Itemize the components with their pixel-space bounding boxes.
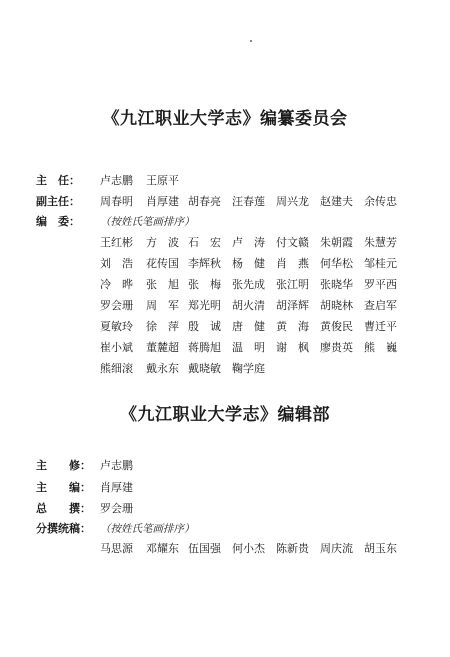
member-name: 黄俊民 <box>320 320 353 333</box>
member-name: 张江明 <box>276 278 309 291</box>
deputy-name: 胡春亮 <box>188 195 221 208</box>
member-name: 罗平西 <box>364 278 397 291</box>
members-sort-note: （按姓氏笔画排序） <box>100 216 195 228</box>
contributor-name: 陈新贵 <box>276 542 309 555</box>
member-name: 张先成 <box>232 278 265 291</box>
member-name: 熊 巍 <box>364 341 397 354</box>
member-name: 熊细滚 <box>100 362 133 375</box>
editorial-label-contributors: 分撰统稿： <box>36 522 91 535</box>
member-name: 张 旭 <box>146 278 179 291</box>
scan-mark <box>250 40 252 42</box>
member-name: 胡火清 <box>232 299 265 312</box>
board-label-members: 编 委： <box>36 215 80 228</box>
member-name: 张晓华 <box>320 278 353 291</box>
contributor-name: 伍国强 <box>188 542 221 555</box>
member-name: 廖贵英 <box>320 341 353 354</box>
member-name: 邹桂元 <box>364 257 397 270</box>
member-name: 王红彬 <box>100 236 133 249</box>
deputy-name: 周兴龙 <box>276 195 309 208</box>
member-name: 曹迁平 <box>364 320 397 333</box>
member-name: 殷 诚 <box>188 320 221 333</box>
director-name-1: 卢志鹏 <box>100 174 133 187</box>
contributor-name: 邓耀东 <box>146 542 179 555</box>
member-name: 朱朝霞 <box>320 236 353 249</box>
member-name: 谢 枫 <box>276 341 309 354</box>
deputy-name: 周春明 <box>100 195 133 208</box>
member-name: 肖 燕 <box>276 257 309 270</box>
deputy-name: 余传忠 <box>364 195 397 208</box>
member-name: 罗会珊 <box>100 299 133 312</box>
contributor-name: 何小杰 <box>232 542 265 555</box>
editorial-label-chief: 主 修： <box>36 459 91 472</box>
member-name: 胡晓林 <box>320 299 353 312</box>
contributors-sort-note: （按姓氏笔画排序） <box>100 523 195 535</box>
member-name: 张 梅 <box>188 278 221 291</box>
member-name: 唐 健 <box>232 320 265 333</box>
deputy-name: 汪春莲 <box>232 195 265 208</box>
member-name: 花传国 <box>146 257 179 270</box>
board-label-director: 主 任： <box>36 174 80 187</box>
contributor-name: 胡玉东 <box>364 542 397 555</box>
editorial-label-writer: 总 撰： <box>36 502 91 515</box>
member-name: 戴晓敏 <box>188 362 221 375</box>
member-name: 夏敏玲 <box>100 320 133 333</box>
member-name: 鞠学庭 <box>232 362 265 375</box>
member-name: 黄 海 <box>276 320 309 333</box>
member-name: 何华松 <box>320 257 353 270</box>
board-label-deputy: 副主任： <box>36 195 80 208</box>
editorial-label-editor: 主 编： <box>36 481 91 494</box>
member-name: 郑光明 <box>188 299 221 312</box>
member-name: 付文赣 <box>276 236 309 249</box>
member-name: 胡泽辉 <box>276 299 309 312</box>
member-name: 方 波 <box>146 236 179 249</box>
member-name: 周 军 <box>146 299 179 312</box>
member-name: 查启军 <box>364 299 397 312</box>
writer-name: 罗会珊 <box>100 502 133 515</box>
member-name: 温 明 <box>232 341 265 354</box>
member-name: 卢 涛 <box>232 236 265 249</box>
member-name: 刘 浩 <box>100 257 133 270</box>
member-name: 董麓超 <box>146 341 179 354</box>
member-name: 李辉秋 <box>188 257 221 270</box>
member-name: 戴永东 <box>146 362 179 375</box>
member-name: 石 宏 <box>188 236 221 249</box>
member-name: 朱慧芳 <box>364 236 397 249</box>
editor-name: 肖厚建 <box>100 481 133 494</box>
chief-name: 卢志鹏 <box>100 459 133 472</box>
member-name: 杨 健 <box>232 257 265 270</box>
contributor-name: 马思源 <box>100 542 133 555</box>
member-name: 徐 萍 <box>146 320 179 333</box>
deputy-name: 赵建夫 <box>320 195 353 208</box>
contributor-name: 周庆流 <box>320 542 353 555</box>
deputy-name: 肖厚建 <box>146 195 179 208</box>
director-name-2: 王原平 <box>146 174 179 187</box>
editorial-title: 《九江职业大学志》编辑部 <box>120 405 330 425</box>
member-name: 崔小斌 <box>100 341 133 354</box>
member-name: 冷 晔 <box>100 278 133 291</box>
board-title: 《九江职业大学志》编纂委员会 <box>102 109 348 129</box>
member-name: 蒋腾旭 <box>188 341 221 354</box>
